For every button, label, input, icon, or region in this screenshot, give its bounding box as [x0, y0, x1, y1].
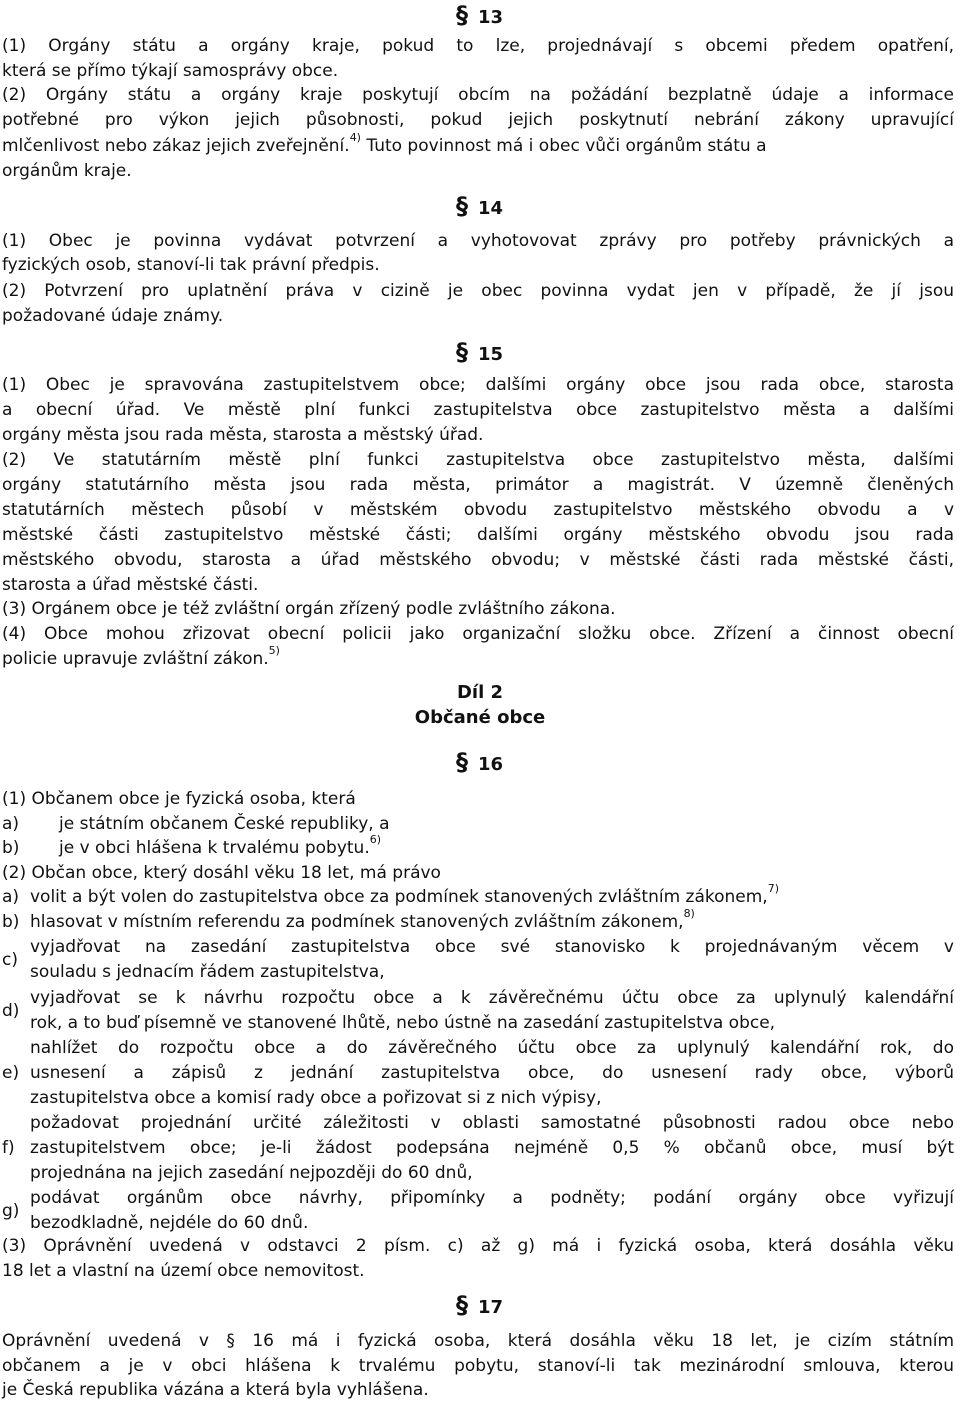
part-title: Díl 2: [456, 682, 504, 703]
paragraph-line: orgány města jsou rada města, starosta a městský úřad.: [2, 425, 484, 445]
paragraph-line: 18 let a vlastní na území obce nemovitost.: [2, 1261, 365, 1281]
paragraph-line: statutárních městech působí v městském obvodu zastupitelstvo městského obvodu a v: [2, 500, 954, 520]
list-item: [2, 811, 954, 837]
paragraph-line: (4) Obce mohou zřizovat obecní policii jako organizační složku obce. Zřízení a činnost obecní: [2, 624, 954, 644]
list-item-line: [30, 1035, 954, 1061]
list-label: a): [2, 887, 20, 907]
text-run: vyjadřovat na zasedání zastupitelstva obce své stanovisko k projednávaným věcem v: [30, 937, 954, 957]
text-run: mlčenlivost nebo zákaz jejich zveřejnění.: [2, 136, 350, 156]
paragraph-line: [2, 646, 954, 672]
list-item-line: [30, 1060, 954, 1086]
section-15-heading: [456, 337, 503, 367]
paragraph-line: je Česká republika vázána a která byla vyhlášena.: [2, 1380, 429, 1400]
section-13-heading: [456, 0, 503, 30]
list-item-line: [30, 1160, 954, 1186]
paragraph-line: (2) Orgány státu a orgány kraje poskytují obcím na požádání bezplatně údaje a informace: [2, 85, 954, 105]
paragraph-line: (3) Oprávnění uvedená v odstavci 2 písm. c) až g) má i fyzická osoba, která dosáhla věku: [2, 1236, 954, 1256]
paragraph-line: požadované údaje známy.: [2, 306, 224, 326]
section-symbol: §: [456, 1291, 468, 1319]
list-item-line: [30, 1185, 954, 1211]
list-item-line: [30, 1010, 954, 1036]
paragraph-line: fyzických osob, stanoví-li tak právní předpis.: [2, 255, 380, 275]
paragraph-line: (3) Orgánem obce je též zvláštní orgán zřízený podle zvláštního zákona.: [2, 599, 616, 619]
list-text: je v obci hlášena k trvalému pobytu.: [59, 838, 370, 858]
list-item-line: [30, 934, 954, 960]
section-17-heading: [456, 1290, 503, 1320]
paragraph-line: (1) Orgány státu a orgány kraje, pokud to lze, projednávají s obcemi předem opatření,: [2, 36, 954, 56]
text-run: zastupitelstva obce a komisí rady obce a pořizovat si z nich výpisy,: [30, 1088, 602, 1108]
paragraph-line: (2) Ve statutárním městě plní funkci zastupitelstva obce zastupitelstvo města, dalšími: [2, 450, 954, 470]
paragraph-line: (1) Obec je spravována zastupitelstvem obce; dalšími orgány obce jsou rada obce, starosta: [2, 375, 954, 395]
footnote-ref: 4): [349, 131, 361, 145]
list-label: e): [2, 1063, 20, 1083]
list-item-line: [30, 1085, 954, 1111]
list-item-line: [30, 1110, 954, 1136]
footnote-ref: 5): [268, 644, 280, 658]
section-symbol: §: [456, 748, 468, 776]
paragraph-line: orgány statutárního města jsou rada města, primátor a magistrát. V územně členěných: [2, 475, 954, 495]
paragraph-line: [2, 133, 954, 159]
text-run: vyjadřovat se k návrhu rozpočtu obce a k závěrečnému účtu obce za uplynulý kalendářní: [30, 988, 954, 1008]
paragraph-line: městského obvodu, starosta a úřad městského obvodu; v městské části rada městské části,: [2, 550, 954, 570]
paragraph-line: potřebné pro výkon jejich působnosti, pokud jejich poskytnutí nebrání zákony upravující: [2, 110, 954, 130]
paragraph-line: orgánům kraje.: [2, 161, 132, 181]
part-subtitle: Občané obce: [414, 707, 546, 728]
section-number: 15: [478, 344, 504, 365]
text-run: souladu s jednacím řádem zastupitelstva,: [30, 962, 385, 982]
list-label: a): [2, 814, 20, 834]
section-number: 16: [478, 754, 504, 775]
list-label: b): [2, 912, 20, 932]
text-run: podávat orgánům obce návrhy, připomínky a podněty; podání orgány obce vyřizují: [30, 1188, 954, 1208]
text-run: volit a být volen do zastupitelstva obce za podmínek stanovených zvláštním zákonem,: [30, 887, 768, 907]
text-run: nahlížet do rozpočtu obce a do závěrečného účtu obce za uplynulý kalendářní rok, do: [30, 1038, 954, 1058]
paragraph-line: (2) Občan obce, který dosáhl věku 18 let, má právo: [2, 863, 441, 883]
footnote-ref: 7): [767, 882, 780, 896]
text-run: Tuto povinnost má i obec vůči orgánům státu a: [360, 136, 767, 156]
paragraph-line: Oprávnění uvedená v § 16 má i fyzická osoba, která dosáhla věku 18 let, je cizím státním: [2, 1331, 954, 1351]
text-run: bezodkladně, nejdéle do 60 dnů.: [30, 1213, 309, 1233]
paragraph-line: která se přímo týkají samosprávy obce.: [2, 61, 339, 81]
section-16-heading: [456, 747, 503, 777]
paragraph-line: (1) Občanem obce je fyzická osoba, která: [2, 789, 356, 809]
list-label: c): [2, 949, 18, 970]
list-label: f): [2, 1138, 15, 1158]
paragraph-line: (1) Obec je povinna vydávat potvrzení a vyhotovovat zprávy pro potřeby právnických a: [2, 231, 954, 251]
paragraph-line: městské části zastupitelstvo městské části; dalšími orgány městského obvodu jsou rada: [2, 525, 954, 545]
text-run: zastupitelstvem obce; je-li žádost podepsána nejméně 0,5 % občanů obce, musí být: [30, 1138, 954, 1158]
section-symbol: §: [456, 1, 468, 29]
section-number: 17: [478, 1297, 504, 1318]
section-number: 14: [478, 198, 504, 219]
list-label: g): [2, 1200, 20, 1221]
paragraph-line: starosta a úřad městské části.: [2, 575, 259, 595]
list-label: b): [2, 838, 20, 858]
text-run: rok, a to buď písemně ve stanovené lhůtě, nebo ústně na zasedání zastupitelstva obce,: [30, 1013, 776, 1033]
text-run: policie upravuje zvláštní zákon.: [2, 649, 269, 669]
list-item: [2, 835, 954, 861]
paragraph-line: (2) Potvrzení pro uplatnění práva v cizině je obec povinna vydat jen v případě, že jí jsou: [2, 281, 954, 301]
section-14-heading: [456, 191, 503, 221]
list-label: d): [2, 1000, 20, 1021]
text-run: usnesení a zápisů z jednání zastupitelstva obce, do usnesení rady obce, výborů: [30, 1063, 954, 1083]
paragraph-line: občanem a je v obci hlášena k trvalému pobytu, stanoví-li tak mezinárodní smlouva, kterou: [2, 1356, 954, 1376]
list-item-line: [30, 985, 954, 1011]
list-item-line: [30, 884, 954, 910]
text-run: projednána na jejich zasedání nejpozději do 60 dnů,: [30, 1163, 473, 1183]
section-symbol: §: [456, 192, 468, 220]
text-run: požadovat projednání určité záležitosti v oblasti samostatné působnosti radou obce nebo: [30, 1113, 954, 1133]
list-item-line: [30, 909, 954, 935]
list-text: je státním občanem České republiky, a: [59, 814, 390, 834]
footnote-ref: 8): [683, 907, 695, 921]
list-item-line: [30, 959, 954, 985]
section-symbol: §: [456, 338, 468, 366]
text-run: hlasovat v místním referendu za podmínek stanovených zvláštním zákonem,: [30, 912, 684, 932]
list-item-line: [30, 1135, 954, 1161]
paragraph-line: a obecní úřad. Ve městě plní funkci zastupitelstva obce zastupitelstvo města a dalšími: [2, 400, 954, 420]
section-number: 13: [478, 7, 504, 28]
footnote-ref: 6): [369, 833, 382, 847]
